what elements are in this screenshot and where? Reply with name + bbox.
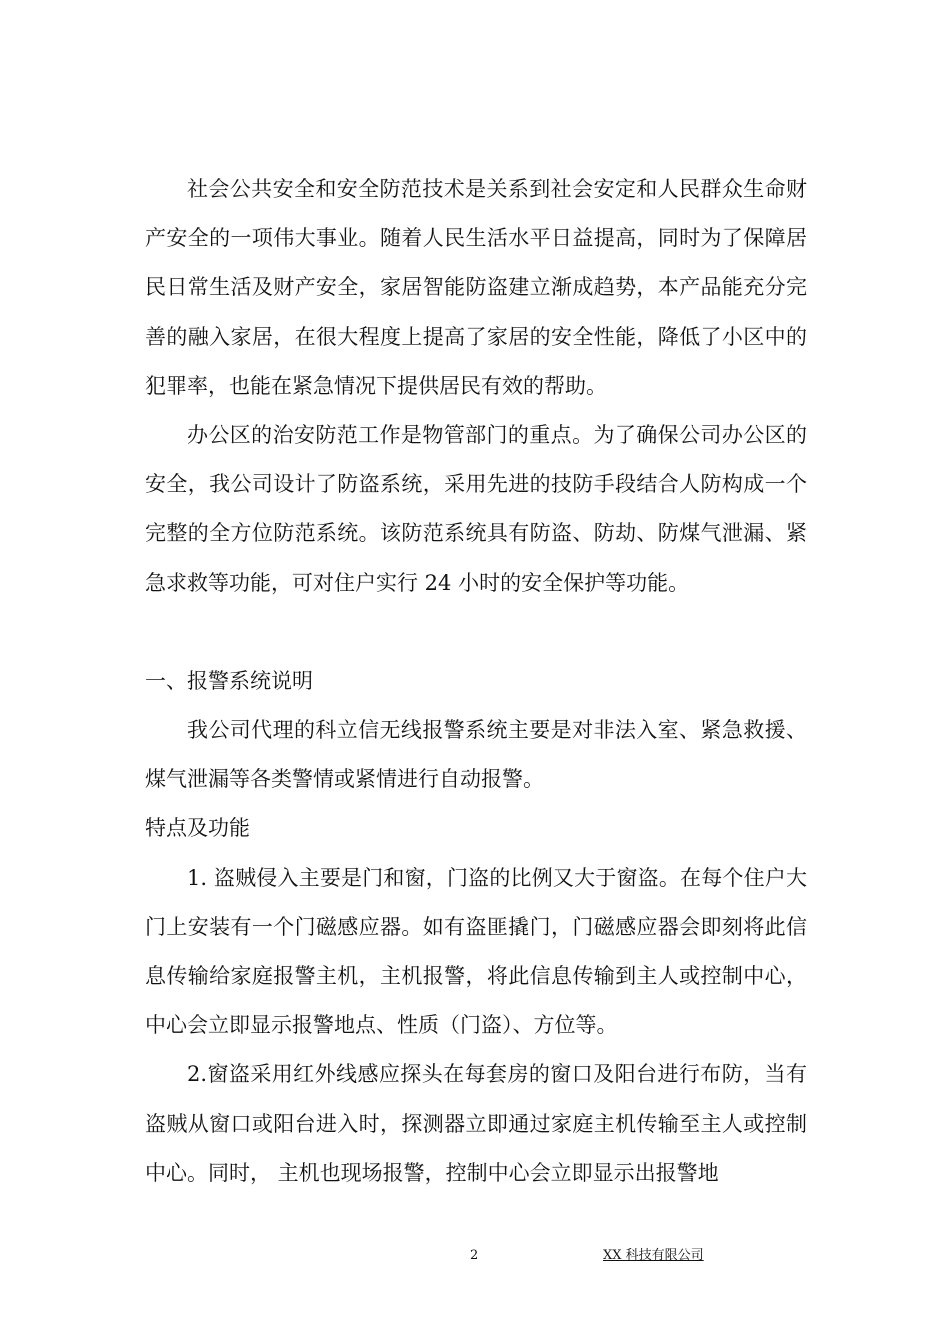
section-heading: 一、报警系统说明 xyxy=(145,668,313,693)
subheading: 特点及功能 xyxy=(145,816,250,841)
footer-company-name: XX 科技有限公司 xyxy=(603,1248,704,1263)
intro-paragraph-1: 社会公共安全和安全防范技术是关系到社会安定和人民群众生命财产安全的一项伟大事业。随着人民生活水平日益提高，同时为了保障居民日常生活及财产安全，家居智能防盗建立渐成趋势，本产品能充分完善的融入家居，在很大程度上提高了家居的安全性能，降低了小区中的犯罪率，也能在紧急情况下提供居民有效的帮助。 xyxy=(145,177,807,398)
intro-paragraph-2: 办公区的治安防范工作是物管部门的重点。为了确保公司办公区的安全，我公司设计了防盗系统，采用先进的技防手段结合人防构成一个完整的全方位防范系统。该防范系统具有防盗、防劫、防煤气泄漏、紧急求救等功能，可对住户实行 24 小时的安全保护等功能。 xyxy=(145,423,807,595)
page-number: 2 xyxy=(470,1248,479,1263)
feature-paragraph-1: 1. 盗贼侵入主要是门和窗，门盗的比例又大于窗盗。在每个住户大门上安装有一个门磁感应器。如有盗匪撬门，门磁感应器会即刻将此信息传输给家庭报警主机，主机报警，将此信息传输到主人或控制中心，中心会立即显示报警地点、性质（门盗）、方位等。 xyxy=(145,865,807,1038)
paragraph-spacer xyxy=(145,608,807,657)
section-paragraph: 我公司代理的科立信无线报警系统主要是对非法入室、紧急救援、煤气泄漏等各类警情或紧情进行自动报警。 xyxy=(145,718,807,792)
feature-paragraph-2: 2.窗盗采用红外线感应探头在每套房的窗口及阳台进行布防，当有盗贼从窗口或阳台进入时，探测器立即通过家庭主机传输至主人或控制中心。同时， 主机也现场报警，控制中心会立即显示出报警地 xyxy=(145,1062,807,1185)
document-body xyxy=(145,165,807,1198)
